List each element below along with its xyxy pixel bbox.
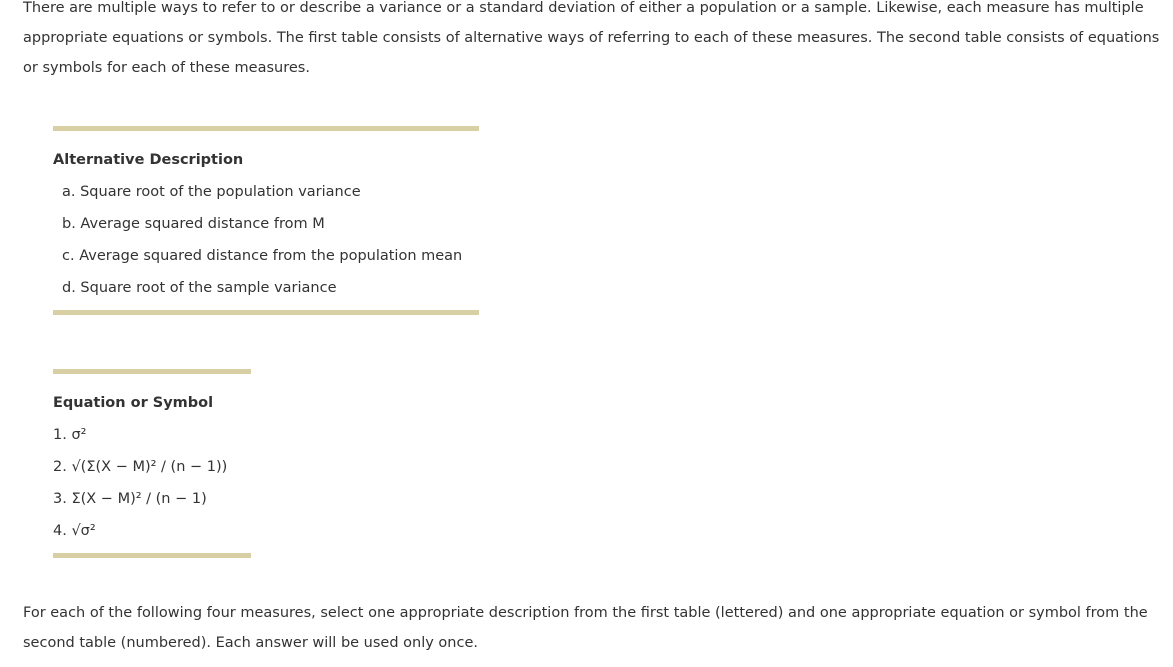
table-row: a. Square root of the population variance: [62, 184, 361, 200]
table-row: 3. Σ(X − M)² / (n − 1): [53, 491, 207, 507]
intro-paragraph: There are multiple ways to refer to or describe a variance or a standard deviation of either a population or a sample. Likewise, each measure has multiple appropriate equations or symbols. The first table consists of alternative ways of referring to each of these measures. The second table consists of equations or symbols for each of these measures.: [23, 0, 1160, 76]
instructions-paragraph: For each of the following four measures, select one appropriate description from the first table (lettered) and one appropriate equation or symbol from the second table (numbered). Each answer will be used only once.: [23, 605, 1148, 651]
table-row: b. Average squared distance from M: [62, 216, 325, 232]
equation-symbol-table: [53, 369, 251, 558]
table-row: c. Average squared distance from the population mean: [62, 248, 463, 264]
table-top-rule: [53, 369, 251, 374]
table-bottom-rule: [53, 310, 479, 315]
table-bottom-rule: [53, 553, 251, 558]
table-header: Alternative Description: [53, 152, 244, 168]
table-header: Equation or Symbol: [53, 395, 214, 411]
table-row: 1. σ²: [53, 427, 87, 443]
table-row: d. Square root of the sample variance: [62, 280, 337, 296]
table-row: 4. √σ²: [53, 523, 96, 539]
alternative-description-table: [53, 126, 479, 315]
table-top-rule: [53, 126, 479, 131]
table-row: 2. √(Σ(X − M)² / (n − 1)): [53, 459, 228, 475]
